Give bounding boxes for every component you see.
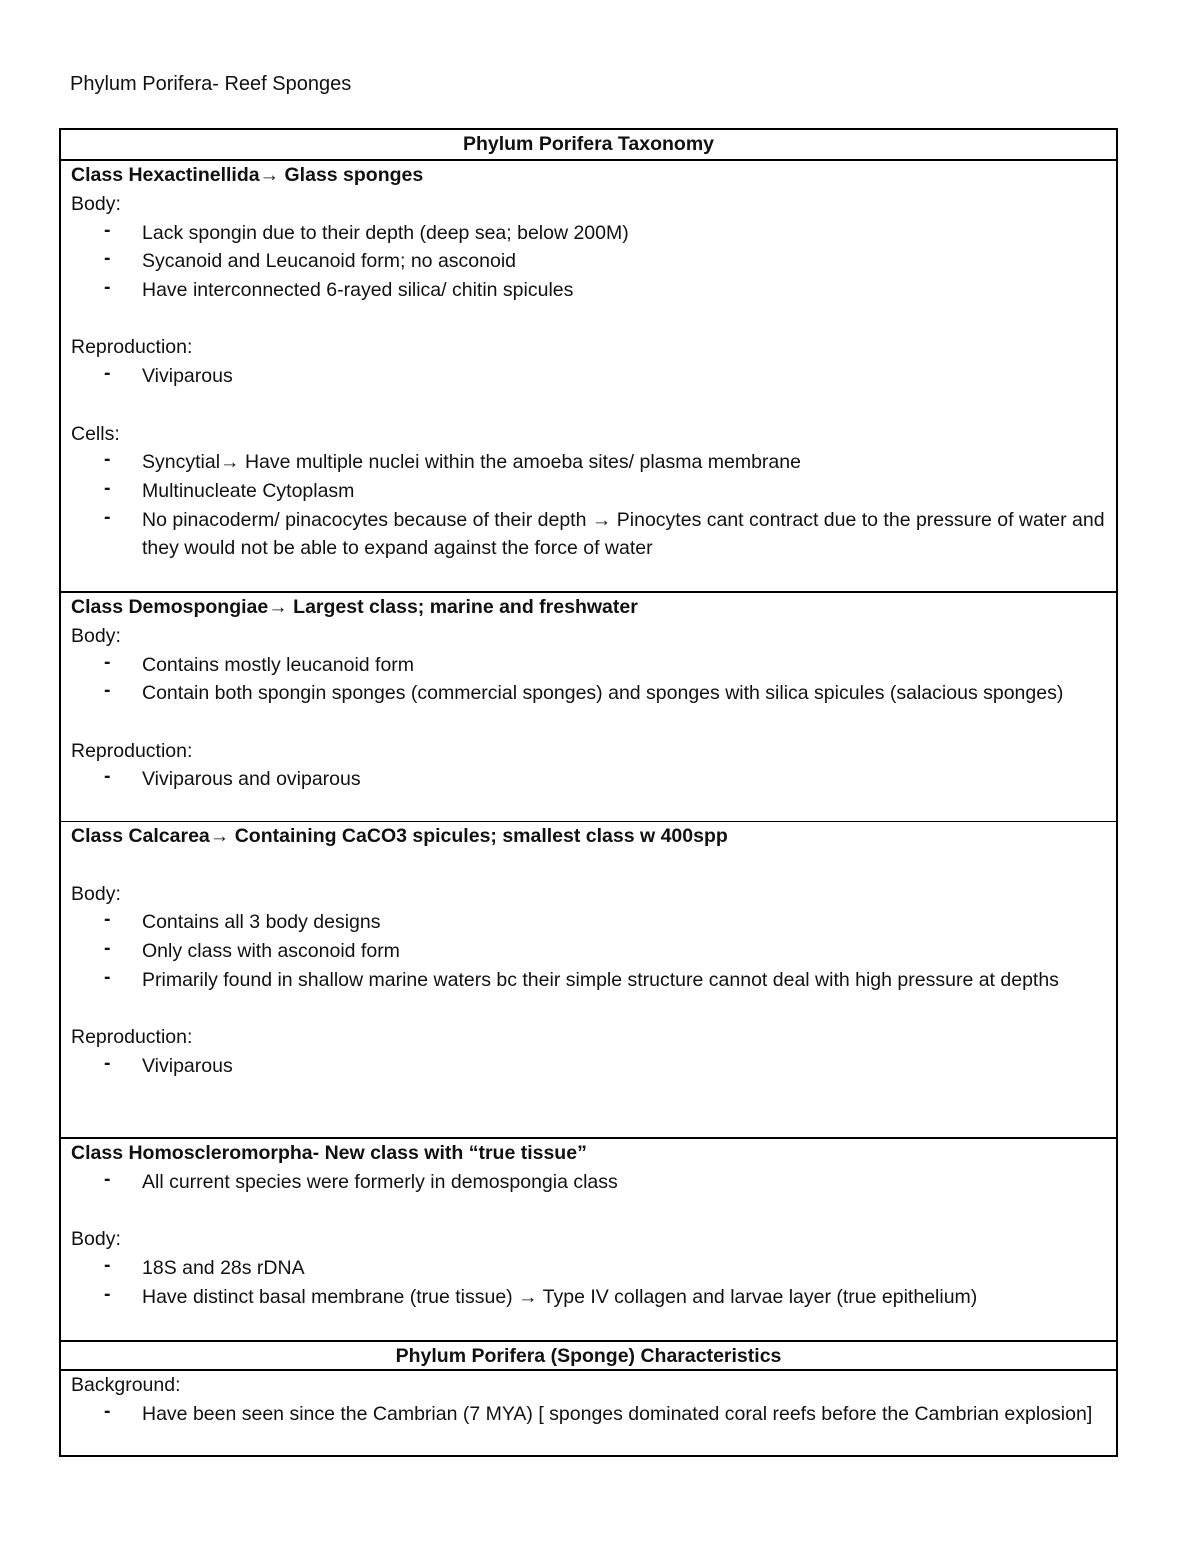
arrow-icon: → bbox=[259, 164, 280, 186]
class-calcarea-title: Class Calcarea→ Containing CaCO3 spicules; smallest class w 400spp bbox=[71, 825, 728, 847]
list-item: - Lack spongin due to their depth (deep sea; below 200M) bbox=[104, 218, 629, 244]
list-item: - Only class with asconoid form bbox=[104, 937, 400, 963]
class-hexactinellida-section bbox=[61, 159, 1116, 591]
class-homoscleromorpha-title: Class Homoscleromorpha- New class with “true tissue” bbox=[71, 1142, 587, 1164]
reproduction-label: Reproduction: bbox=[71, 739, 193, 762]
reproduction-label: Reproduction: bbox=[71, 336, 193, 359]
arrow-icon: → bbox=[268, 596, 288, 618]
list-item: - Have interconnected 6-rayed silica/ chitin spicules bbox=[104, 276, 574, 302]
list-item: - All current species were formerly in demospongia class bbox=[104, 1168, 618, 1193]
body-label: Body: bbox=[71, 1228, 121, 1251]
arrow-icon: → bbox=[209, 825, 230, 847]
background-label: Background: bbox=[71, 1374, 181, 1396]
class-calcarea-section bbox=[61, 821, 1116, 1137]
arrow-icon: → bbox=[591, 508, 612, 531]
list-item: - Multinucleate Cytoplasm bbox=[104, 476, 355, 502]
arrow-icon: → bbox=[518, 1285, 538, 1308]
list-item: - Primarily found in shallow marine waters bc their simple structure cannot deal with high pressure at depths bbox=[104, 965, 1059, 991]
background-section bbox=[61, 1369, 1116, 1455]
document-title: Phylum Porifera- Reef Sponges bbox=[70, 73, 352, 95]
list-item: - Sycanoid and Leucanoid form; no asconoid bbox=[104, 247, 517, 273]
list-item: - No pinacoderm/ pinacocytes because of their depth → Pinocytes cant contract due to the pressure of water and they would not be able to expand against the force of water bbox=[104, 505, 1105, 560]
taxonomy-header: Phylum Porifera Taxonomy bbox=[462, 133, 715, 155]
list-item: - Viviparous bbox=[104, 1051, 233, 1077]
body-label: Body: bbox=[71, 882, 121, 905]
list-item: - Viviparous bbox=[104, 362, 233, 388]
list-item: - Have distinct basal membrane (true tissue) → Type IV collagen and larvae layer (true epithelium) bbox=[104, 1282, 978, 1308]
list-item: - 18S and 28s rDNA bbox=[104, 1254, 305, 1280]
characteristics-header: Phylum Porifera (Sponge) Characteristics bbox=[61, 1340, 1116, 1369]
class-demospongiae-title: Class Demospongiae→ Largest class; marine and freshwater bbox=[71, 596, 638, 618]
arrow-icon: → bbox=[220, 451, 240, 474]
taxonomy-table bbox=[59, 128, 1118, 1457]
list-item: - Have been seen since the Cambrian (7 MYA) [ sponges dominated coral reefs before the Cambrian explosion] bbox=[104, 1399, 1093, 1425]
class-homoscleromorpha-section bbox=[61, 1137, 1116, 1340]
body-label: Body: bbox=[71, 193, 121, 215]
list-item: - Contains mostly leucanoid form bbox=[104, 650, 415, 676]
class-demospongiae-section bbox=[61, 591, 1116, 821]
cells-label: Cells: bbox=[71, 422, 120, 445]
list-item: - Syncytial→ Have multiple nuclei within the amoeba sites/ plasma membrane bbox=[104, 448, 801, 474]
list-item: - Contain both spongin sponges (commercial sponges) and sponges with silica spicules (salacious sponges) bbox=[104, 679, 1064, 705]
class-hexactinellida-title: Class Hexactinellida→ Glass sponges bbox=[71, 164, 424, 186]
list-item: - Viviparous and oviparous bbox=[104, 765, 361, 791]
list-item: - Contains all 3 body designs bbox=[104, 908, 381, 934]
reproduction-label: Reproduction: bbox=[71, 1026, 193, 1049]
body-label: Body: bbox=[71, 625, 121, 647]
